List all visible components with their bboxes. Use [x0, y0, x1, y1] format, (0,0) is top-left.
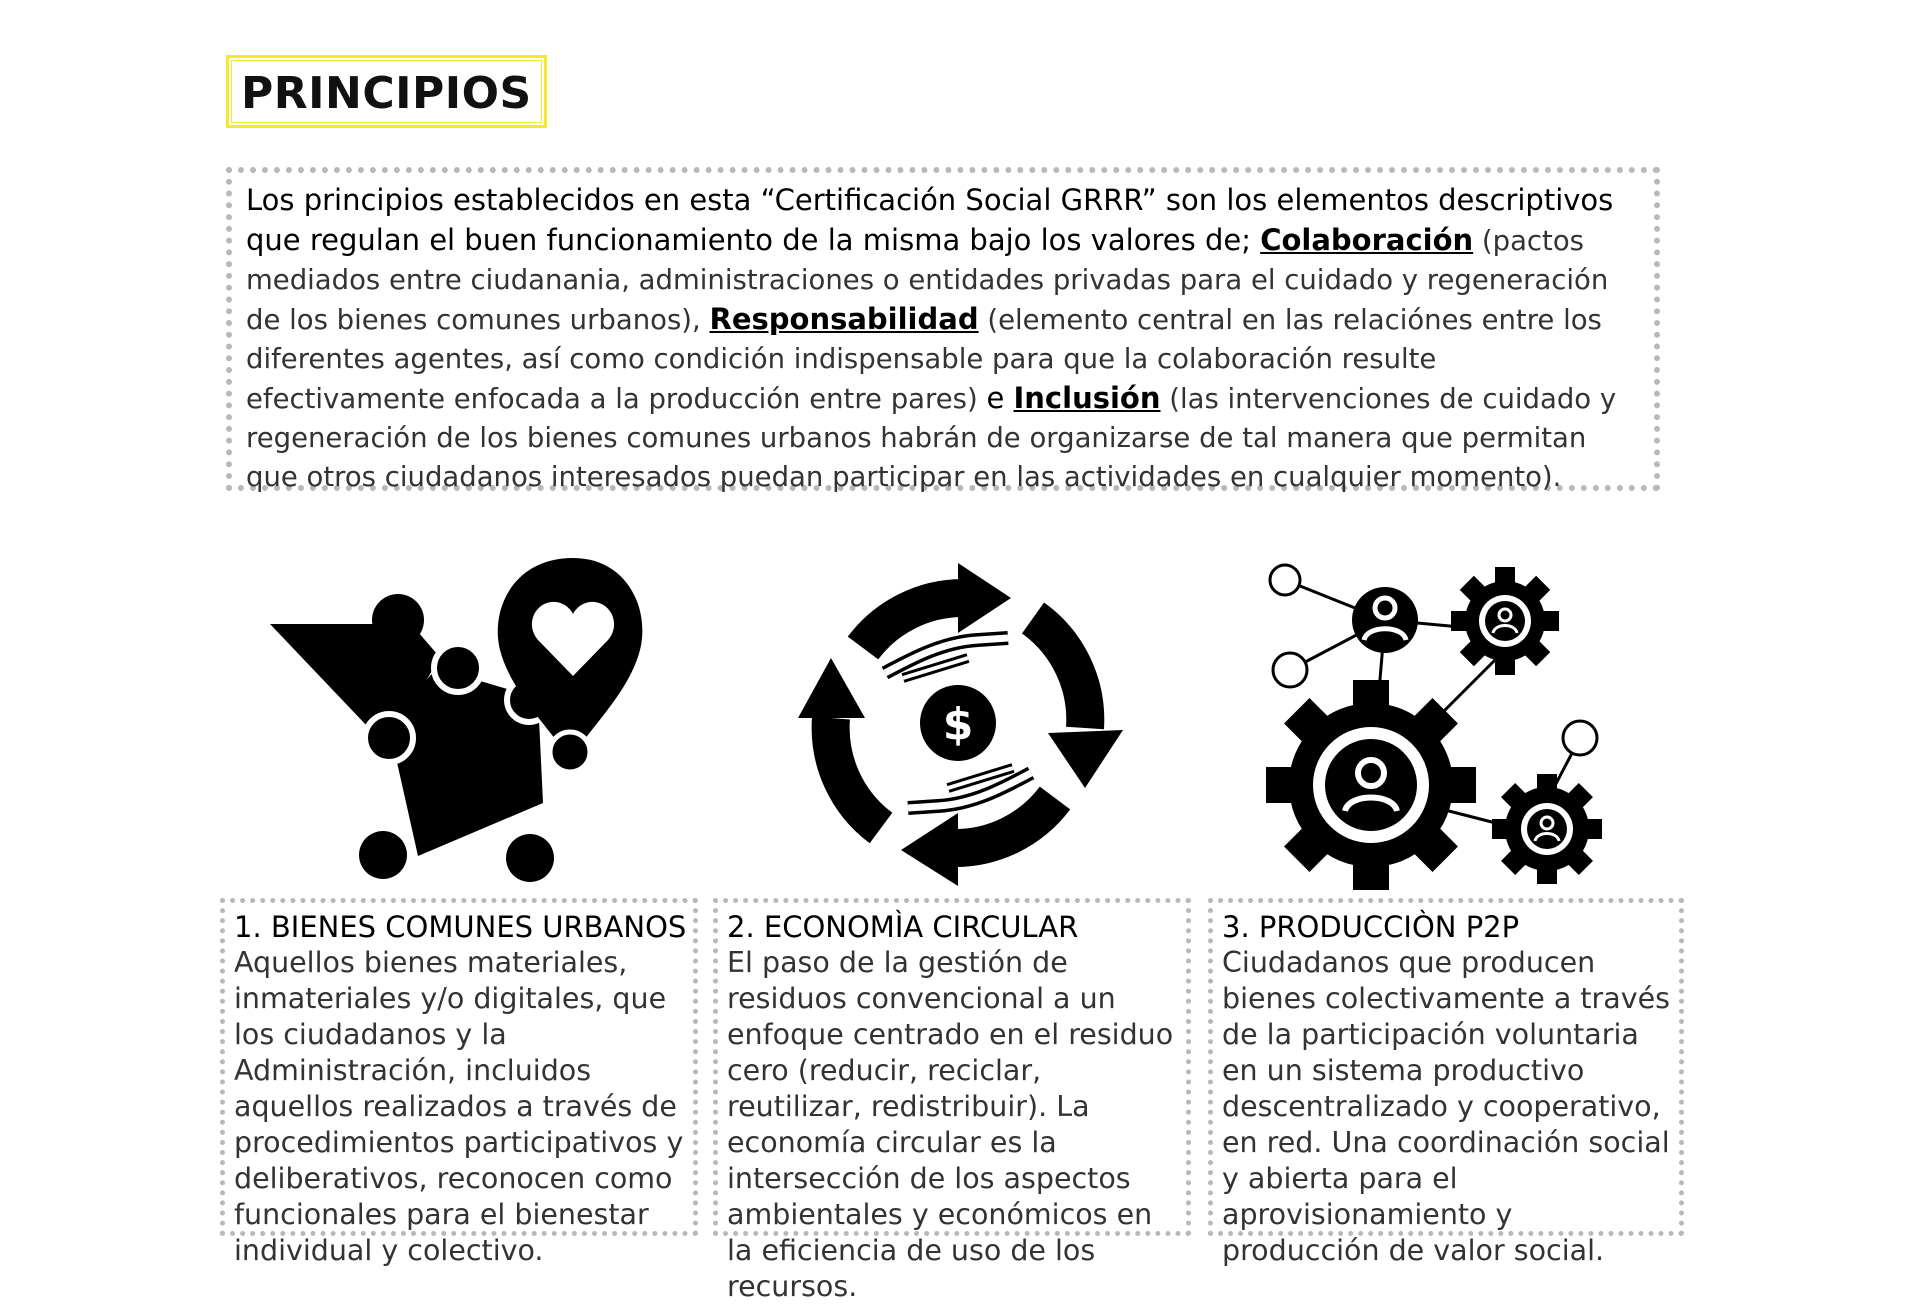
p2p-network-gears-icon [1265, 555, 1610, 890]
card-heading: 1. BIENES COMUNES URBANOS [234, 910, 687, 944]
value-inclusion: Inclusión [1013, 381, 1161, 415]
card-heading: 3. PRODUCCIÒN P2P [1222, 910, 1520, 944]
value-responsabilidad-desc: (elemento central en las relaciónes entre los diferentes agentes, así como condición indispensable para que la colaboración resulte efectivamente enfocada a la producción entre pares) [246, 304, 1602, 415]
card-body: Ciudadanos que producen bienes colectivamente a través de la participación voluntaria en un sistema productivo descentralizado y cooperativo, en red. Una coordinación social y abierta para el aprovisionamiento y producción de valor social. [1222, 946, 1670, 1267]
card-body: El paso de la gestión de residuos convencional a un enfoque centrado en el residuo cero (reducir, reciclar, reutilizar, redistribuir). La economía circular es la intersección de los aspectos ambientales y económicos en la eficiencia de uso de los recursos. [727, 946, 1174, 1303]
card-produccion-p2p [1208, 898, 1684, 1267]
circular-economy-hands-coin-icon [793, 558, 1123, 888]
intro-conjunction: e [986, 381, 1014, 415]
card-bienes-comunes [220, 898, 698, 1267]
value-colaboracion-desc: (pactos mediados entre ciudanania, administraciones o entidades privadas para el cuidado y regeneración de los bienes comunes urbanos), [246, 225, 1609, 336]
page-title: PRINCIPIOS [226, 55, 547, 128]
value-responsabilidad: Responsabilidad [709, 302, 979, 336]
intro-lead: Los principios establecidos en esta “Certificación Social GRRR” son los elementos descriptivos que regulan el buen funcionamiento de la misma bajo los valores de; [246, 183, 1614, 257]
card-heading: 2. ECONOMÌA CIRCULAR [727, 910, 1079, 944]
value-inclusion-desc: (las intervenciones de cuidado y regeneración de los bienes comunes urbanos habrán de organizarse de tal manera que permitan que otros ciudadanos interesados puedan participar en las actividades en cualquier momento). [246, 383, 1617, 493]
urban-map-heart-pin-icon [268, 558, 658, 888]
card-economia-circular [713, 898, 1191, 1303]
value-colaboracion: Colaboración [1260, 223, 1474, 257]
dollar-sign: $ [942, 699, 974, 750]
card-body: Aquellos bienes materiales, inmateriales y/o digitales, que los ciudadanos y la Administración, incluidos aquellos realizados a través de procedimientos participativos y deliberativos, reconocen como funcionales para el bienestar individual y colectivo. [234, 946, 684, 1267]
intro-paragraph [226, 167, 1660, 491]
